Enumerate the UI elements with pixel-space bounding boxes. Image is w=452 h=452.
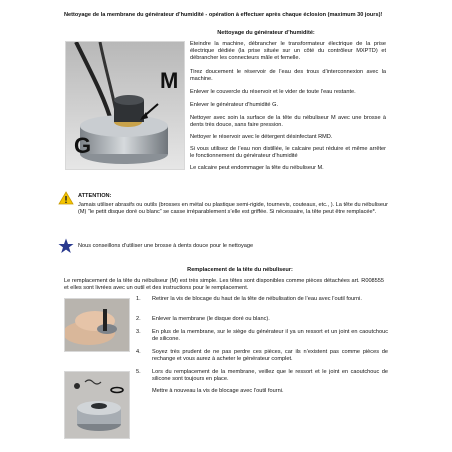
warning-icon [58, 191, 74, 205]
step-text: Retirer la vis de blocage du haut de la tête de nébulisation de l’eau avec l’outil fourni. [152, 296, 362, 302]
tip-text: Nous conseillons d’utiliser une brosse à dents douce pour le nettoyage [78, 243, 254, 249]
final-instruction: Mettre à nouveau la vis de blocage avec l’outil fourni. [152, 388, 284, 394]
screw-removal-illustration [65, 299, 129, 351]
section1-step-2: Tirez doucement le réservoir de l’eau des trous d’interconnexion avec la machine. [190, 69, 386, 82]
section1-step-4: Enlever le générateur d’humidité G. [190, 102, 278, 108]
section1-step-7: Si vous utilisez de l’eau non distillée, le calcaire peut réduire et même arrêter le fonctionnement du générateur d’humidité [190, 146, 386, 159]
photo-screw-removal [64, 298, 130, 352]
section1-step-5: Nettoyer avec soin la surface de la tête du nébuliseur M avec une brosse à dents très douce, sans faire pression. [190, 115, 386, 128]
step-number: 1. [136, 296, 141, 302]
humidity-generator-photo [65, 41, 185, 170]
step-number: 5. [136, 369, 141, 375]
document-title: Nettoyage de la membrane du générateur d’humidité - opération à effectuer après chaque éclosion (maximum 30 jours)! [64, 12, 383, 18]
section1-step-1: Eteindre la machine, débrancher le transformateur électrique de la prise électrique dédiée (la prise située sur un côté du contrôleur MXPTD) et débrancher les connecteurs mâle et femelle. [190, 41, 386, 61]
step-text: Lors du remplacement de la membrane, veillez que le ressort et le joint en caoutchouc de silicone sont toujours en place. [152, 369, 388, 382]
membrane-parts-illustration [65, 372, 129, 438]
photo-membrane-parts [64, 371, 130, 439]
replacement-steps [136, 296, 388, 436]
step-number: 2. [136, 316, 141, 322]
star-icon [58, 238, 74, 254]
step-text: Soyez très prudent de ne pas perdre ces pièces, car ils n’existent pas comme pièces de rechange et vous aurez à acheter le générateur complet. [152, 349, 388, 362]
attention-text: Jamais utiliser abrasifs ou outils (brosses en métal ou plastique semi-rigide, tournevis, couteaux, etc., ). La tête du nébuliseur (M) “le petit disque doré ou blanc” se casse irréparablement s’elle est griffée. Si nécessaire, la tête peut être remplacée*. [78, 202, 388, 215]
step-number: 4. [136, 349, 141, 355]
section1-step-6: Nettoyer le réservoir avec le détergent désinfectant RMD. [190, 134, 333, 140]
section1-step-3: Enlever le couvercle du réservoir et le vider de toute l’eau restante. [190, 89, 356, 95]
label-m: M [160, 68, 179, 93]
section2-intro: Le remplacement de la tête du nébuliseur (M) est très simple. Les têtes sont disponibles comme pièces détachées art. R008555 et elles sont livrées avec un outil et des instructions pour le remplacement. [64, 278, 384, 291]
section2-title: Remplacement de la tête du nébuliseur: [187, 267, 293, 273]
step-number: 3. [136, 329, 141, 335]
section1-title: Nettoyage du générateur d’humidité: [217, 30, 315, 36]
attention-title: ATTENTION: [78, 193, 112, 199]
step-text: En plus de la membrane, sur le siège du générateur il ya un ressort et un joint en caoutchouc de silicone. [152, 329, 388, 342]
section1-step-8: Le calcaire peut endommager la tête du nébuliseur M. [190, 165, 324, 171]
label-g: G [74, 133, 92, 158]
step-text: Enlever la membrane (le disque doré ou blanc). [152, 316, 270, 322]
